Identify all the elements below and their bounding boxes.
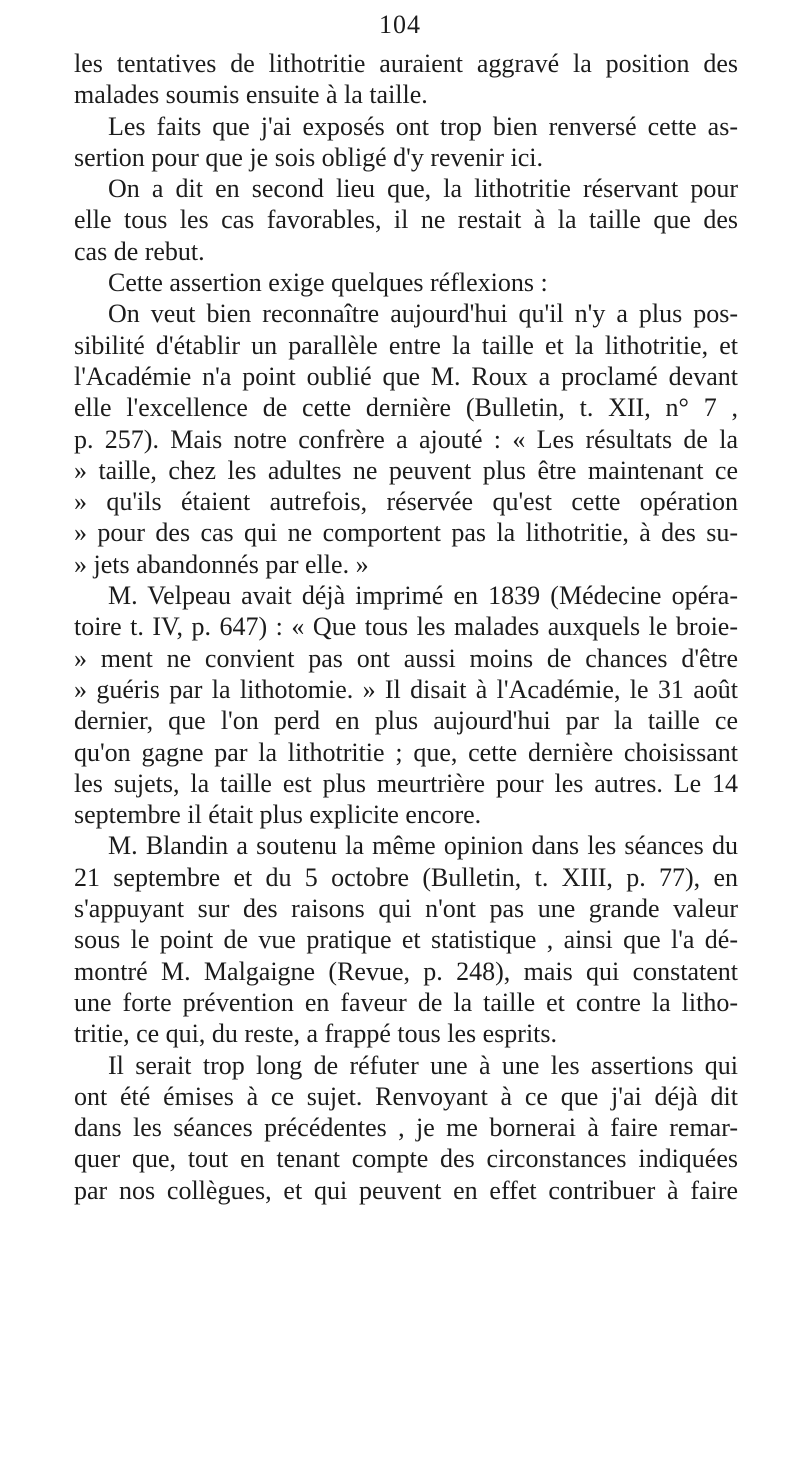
text-line: une forte prévention en faveur de la taille et contre la litho-: [74, 987, 738, 1017]
text-line: Il serait trop long de réfuter une à une les assertions qui: [108, 1050, 738, 1080]
text-line: quer que, tout en tenant compte des circonstances indiquées: [74, 1144, 738, 1174]
text-line: M. Blandin a soutenu la même opinion dans les séances du: [108, 831, 738, 861]
text-line: dans les séances précédentes , je me bornerai à faire remar-: [74, 1113, 738, 1143]
page-number: 104: [379, 10, 421, 39]
text-line: » pour des cas qui ne comportent pas la lithotritie, à des su-: [74, 518, 738, 548]
text-line: Cette assertion exige quelques réflexions :: [108, 268, 548, 298]
text-line: les tentatives de lithotritie auraient aggravé la position des: [74, 49, 738, 78]
text-line: On veut bien reconnaître aujourd'hui qu'il n'y a plus pos-: [108, 299, 738, 329]
text-line: M. Velpeau avait déjà imprimé en 1839 (Médecine opéra-: [108, 581, 738, 611]
text-line: l'Académie n'a point oublié que M. Roux a proclamé devant: [74, 361, 738, 391]
text-line: 21 septembre et du 5 octobre (Bulletin, t. XIII, p. 77), en: [74, 862, 738, 892]
text-line: sous le point de vue pratique et statistique , ainsi que l'a dé-: [74, 925, 738, 955]
text-line: septembre il était plus explicite encore.: [74, 800, 482, 830]
text-line: » taille, chez les adultes ne peuvent plus être maintenant ce: [74, 455, 738, 485]
text-line: p. 257). Mais notre confrère a ajouté : « Les résultats de la: [74, 424, 738, 454]
text-line: » jets abandonnés par elle. »: [74, 549, 369, 579]
text-line: montré M. Malgaigne (Revue, p. 248), mais qui constatent: [74, 956, 738, 986]
text-line: malades soumis ensuite à la taille.: [74, 80, 428, 110]
text-line: toire t. IV, p. 647) : « Que tous les malades auxquels le broie-: [74, 612, 738, 642]
text-line: elle tous les cas favorables, il ne restait à la taille que des: [74, 205, 738, 235]
text-line: » ment ne convient pas ont aussi moins de chances d'être: [74, 643, 738, 673]
text-line: ont été émises à ce sujet. Renvoyant à ce que j'ai déjà dit: [74, 1081, 738, 1111]
body-text: [74, 48, 738, 1206]
text-line: » guéris par la lithotomie. » Il disait à l'Académie, le 31 août: [74, 674, 738, 704]
text-line: tritie, ce qui, du reste, a frappé tous les esprits.: [74, 1019, 558, 1049]
text-line: Les faits que j'ai exposés ont trop bien renversé cette as-: [108, 111, 738, 141]
text-line: sertion pour que je sois obligé d'y revenir ici.: [74, 142, 543, 172]
text-line: cas de rebut.: [74, 236, 205, 266]
text-line: On a dit en second lieu que, la lithotritie réservant pour: [108, 174, 738, 204]
text-line: qu'on gagne par la lithotritie ; que, cette dernière choisissant: [74, 737, 738, 767]
text-line: les sujets, la taille est plus meurtrière pour les autres. Le 14: [74, 768, 738, 798]
text-line: par nos collègues, et qui peuvent en effet contribuer à faire: [74, 1175, 738, 1205]
text-line: s'appuyant sur des raisons qui n'ont pas une grande valeur: [74, 894, 738, 924]
text-line: » qu'ils étaient autrefois, réservée qu'est cette opération: [74, 487, 738, 517]
text-line: dernier, que l'on perd en plus aujourd'hui par la taille ce: [74, 706, 738, 736]
text-line: elle l'excellence de cette dernière (Bulletin, t. XII, n° 7 ,: [74, 393, 738, 423]
text-line: sibilité d'établir un parallèle entre la taille et la lithotritie, et: [74, 330, 738, 360]
